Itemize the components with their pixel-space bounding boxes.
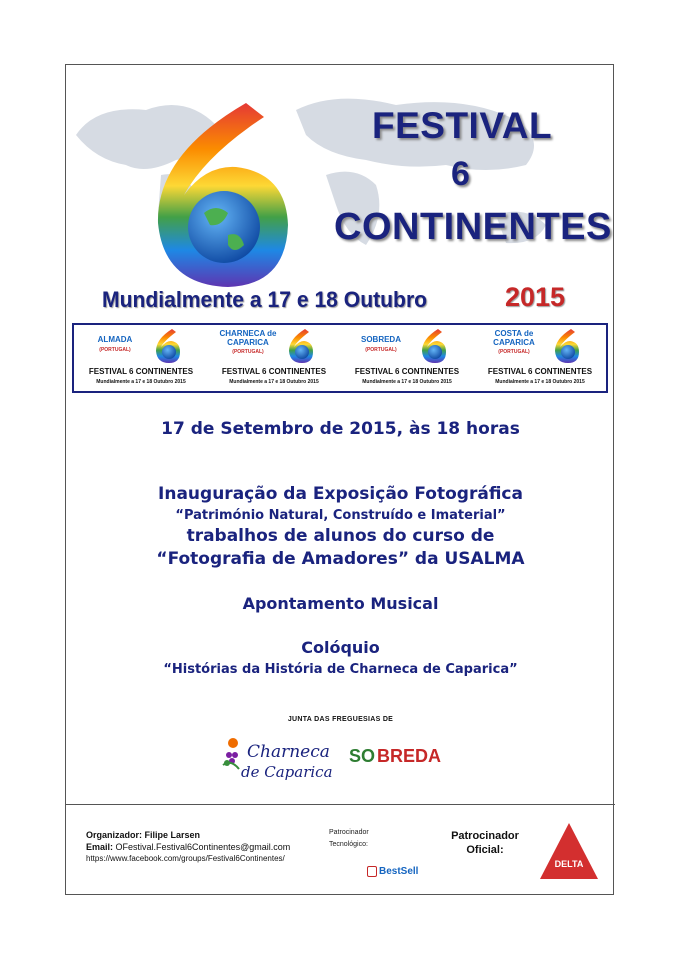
svg-text:SO: SO	[349, 746, 376, 766]
sobreda-logo	[349, 743, 464, 767]
event-line-trabalhos: trabalhos de alunos do curso de	[186, 526, 495, 546]
location-festival-label: FESTIVAL 6 CONTINENTES	[221, 367, 327, 376]
banner-location-sobreda	[340, 325, 473, 391]
festival-six-logo	[136, 95, 296, 295]
poster	[65, 64, 614, 895]
location-name: ALMADA	[97, 335, 133, 344]
svg-text:de Caparica: de Caparica	[241, 763, 333, 781]
mini-six-logo	[418, 327, 448, 365]
location-festival-label: FESTIVAL 6 CONTINENTES	[354, 367, 460, 376]
banner-location-costa	[473, 325, 606, 391]
festival-dates: Mundialmente a 17 e 18 Outubro	[102, 287, 428, 312]
official-sponsor-label	[445, 829, 525, 857]
organizer-info	[86, 829, 290, 865]
event-line-patrimonio: “Património Natural, Construído e Imaterial”	[175, 508, 506, 523]
svg-text:BREDA: BREDA	[377, 746, 442, 766]
mini-six-logo	[152, 327, 182, 365]
junta-label: JUNTA DAS FREGUESIAS DE	[287, 716, 394, 723]
event-line-coloquio: Colóquio	[301, 638, 380, 657]
facebook-url[interactable]: https://www.facebook.com/groups/Festival6Continentes/	[86, 854, 285, 863]
delta-logo-text: DELTA	[554, 859, 584, 869]
charneca-caparica-logo	[219, 733, 339, 783]
organizer-label: Organizador:	[86, 830, 143, 840]
mini-six-logo	[285, 327, 315, 365]
bestsell-icon	[367, 866, 377, 877]
mini-six-logo	[551, 327, 581, 365]
location-name: COSTA de CAPARICA	[493, 329, 535, 347]
location-festival-dates: Mundialmente a 17 e 18 Outubro 2015	[495, 379, 585, 385]
location-name: CHARNECA de CAPARICA	[219, 329, 277, 347]
tech-sponsor-line1: Patrocinador	[329, 829, 369, 836]
official-sponsor-line2: Oficial:	[466, 844, 504, 856]
title-festival: FESTIVAL	[372, 105, 553, 146]
event-date: 17 de Setembro de 2015, às 18 horas	[161, 419, 520, 439]
tech-sponsor-line2: Tecnológico:	[329, 841, 368, 848]
delta-logo	[538, 821, 600, 881]
festival-year: 2015	[505, 282, 566, 312]
event-line-musical: Apontamento Musical	[242, 594, 439, 613]
location-country: (PORTUGAL)	[498, 349, 530, 355]
location-festival-dates: Mundialmente a 17 e 18 Outubro 2015	[229, 379, 319, 385]
official-sponsor-line1: Patrocinador	[451, 830, 519, 842]
location-country: (PORTUGAL)	[232, 349, 264, 355]
title-continentes: CONTINENTES	[334, 206, 612, 248]
organizer-email[interactable]: OFestival.Festival6Continentes@gmail.com	[115, 842, 291, 852]
footer	[66, 804, 615, 897]
location-country: (PORTUGAL)	[99, 347, 131, 353]
location-name: SOBREDA	[360, 335, 401, 344]
banner-location-charneca	[207, 325, 340, 391]
email-label: Email:	[86, 842, 114, 852]
organizer-name: Filipe Larsen	[144, 830, 201, 840]
location-festival-label: FESTIVAL 6 CONTINENTES	[88, 367, 194, 376]
event-line-exposicao: Inauguração da Exposição Fotográfica	[158, 484, 523, 504]
title-six: 6	[451, 155, 471, 193]
svg-text:Charneca: Charneca	[247, 742, 330, 762]
event-line-fotografia: “Fotografia de Amadores” da USALMA	[156, 549, 525, 569]
banner-location-almada	[74, 325, 207, 391]
tech-sponsor-label	[329, 827, 369, 851]
location-festival-dates: Mundialmente a 17 e 18 Outubro 2015	[362, 379, 452, 385]
event-line-historias: “Histórias da História de Charneca de Caparica”	[163, 662, 518, 677]
locations-banner	[72, 323, 608, 393]
bestsell-logo: BestSell	[379, 866, 419, 877]
location-festival-dates: Mundialmente a 17 e 18 Outubro 2015	[96, 379, 186, 385]
location-festival-label: FESTIVAL 6 CONTINENTES	[487, 367, 593, 376]
location-country: (PORTUGAL)	[365, 347, 397, 353]
